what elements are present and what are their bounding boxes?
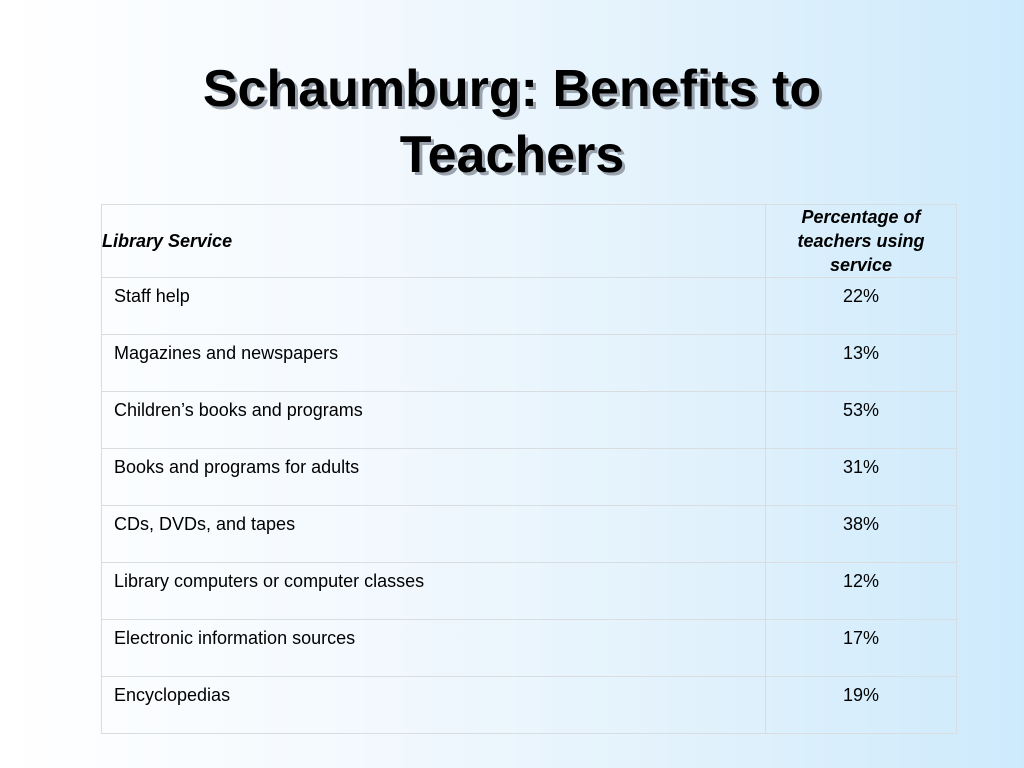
slide-title-line-1: Schaumburg: Benefits to (202, 60, 822, 118)
table-row (102, 392, 957, 449)
slide-title-line-2: Teachers (399, 126, 625, 184)
percent-cell: 22% (766, 278, 957, 335)
table-row (102, 278, 957, 335)
service-cell: Library computers or computer classes (102, 563, 766, 620)
table-header-row (102, 205, 957, 278)
service-cell: Children’s books and programs (102, 392, 766, 449)
header-percentage: Percentage of teachers using service (766, 205, 957, 278)
slide-title (0, 56, 1024, 188)
table-row (102, 563, 957, 620)
percent-cell: 31% (766, 449, 957, 506)
service-cell: Encyclopedias (102, 677, 766, 734)
service-cell: Staff help (102, 278, 766, 335)
percent-cell: 13% (766, 335, 957, 392)
service-cell: Magazines and newspapers (102, 335, 766, 392)
percent-cell: 19% (766, 677, 957, 734)
service-cell: Electronic information sources (102, 620, 766, 677)
service-cell: CDs, DVDs, and tapes (102, 506, 766, 563)
table-row (102, 506, 957, 563)
percent-cell: 17% (766, 620, 957, 677)
service-cell: Books and programs for adults (102, 449, 766, 506)
table-row (102, 620, 957, 677)
library-services-table (101, 204, 957, 734)
percent-cell: 53% (766, 392, 957, 449)
table-row (102, 335, 957, 392)
header-library-service: Library Service (102, 205, 766, 278)
table-row (102, 677, 957, 734)
percent-cell: 12% (766, 563, 957, 620)
table-row (102, 449, 957, 506)
percent-cell: 38% (766, 506, 957, 563)
